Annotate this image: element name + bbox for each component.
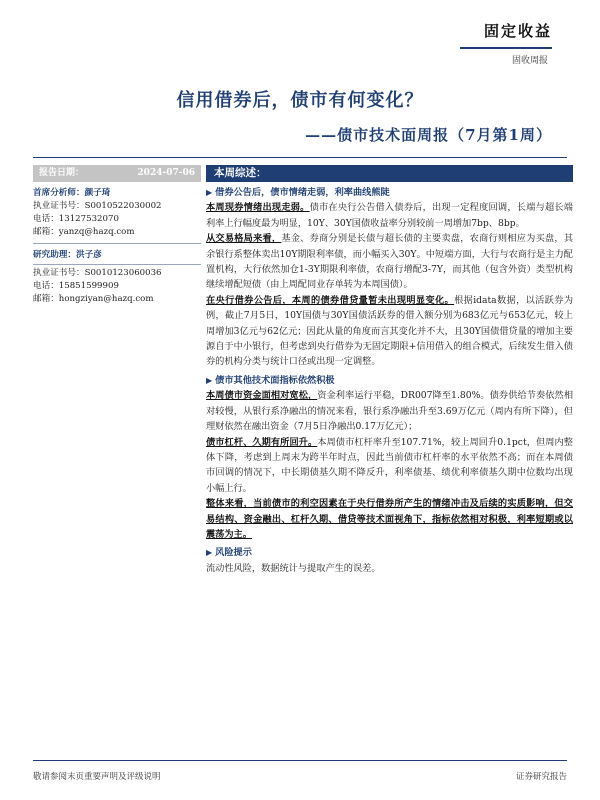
risk-paragraph: 流动性风险，数据统计与提取产生的误差。 [206, 562, 381, 574]
paragraph: 本周现券情绪出现走弱。债市在央行公告借入债券后，出现一定程度回调，长端与超长端利率上行幅度最为明显，10Y、30Y国债收益率分别较前一周增加7bp、8bp。 [206, 202, 573, 229]
analyst-sidebar [33, 165, 201, 306]
paragraph: 本周债市资金面相对宽松，资金利率运行平稳，DR007降至1.80%。债券供给节奏依然相对较慢，从银行系净融出的情况来看，银行系净融出升至3.69万亿元（周内有所下降），但理财依然在融出资金（7月5日净融出0.17万亿元）； [206, 390, 574, 433]
paragraph: 债市杠杆、久期有所回升。本周债市杠杆率升至107.71%，较上周回升0.1pct，但周内整体下降，考虑到上周末为跨半年时点，因此当前债市杠杆率的水平依然不高；而在本周债市回调的情况下，中长期债基久期不降反升，利率债基、绩优利率债基久期中位数均出现小幅上行。 [206, 436, 573, 494]
paragraph: 在央行借券公告后，本周的债券借贷量暂未出现明显变化。根据idata数据，以活跃券为例，截止7月5日，10Y国债与30Y国债活跃券的借入额分别为683亿元与653亿元，较上周增加3亿元与62亿元；因此从量的角度而言其变化并不大，且30Y国债借贷量的增加主要源自于中小银行，但考虑到央行借券为无固定期限+信用借入的组合模式，后续发生借入债券的机构分类与统计口径或出现一定调整。 [206, 294, 574, 368]
chief-email: 邮箱：yanzq@hazq.com [33, 227, 135, 237]
summary-paragraph: 整体来看，当前债市的利空因素在于央行借券所产生的情绪冲击及后续的实质影响，但交易结构、资金融出、杠杆久期、借贷等技术面视角下，指标依然相对积极，利率短期或以震荡为主。 [206, 498, 573, 540]
footer-label: 证券研究报告 [515, 772, 567, 782]
title-rule [33, 157, 567, 158]
chief-phone: 电话：13127532070 [33, 214, 119, 224]
subheading-1: ▶ 借券公告后，债市情绪走弱，利率曲线熊陡 [206, 185, 573, 200]
document-subcategory: 固收周报 [511, 56, 548, 66]
chief-analyst: 首席分析师：颜子琦 [33, 188, 111, 198]
assistant-phone: 电话：15851599909 [33, 281, 119, 291]
report-date: 2024-07-06 [137, 168, 195, 178]
subheading-3: ▶ 风险提示 [206, 545, 573, 560]
document-category: 固定收益 [483, 22, 552, 40]
assistant-cert: 执业证书号：S0010123060036 [33, 268, 162, 278]
paragraph: 从交易格局来看，基金、券商分别是长债与超长债的主要卖盘，农商行则相应为买盘，其余银行系整体卖出10Y期限利率债，而小幅买入30Y。中短端方面，大行与农商行是主力配置机构，大行依然加仓1-3Y期限利率债，农商行增配3-7Y，而其他（包含外资）类型机构继续增配短债（由上周配同业存单转为本周国债）。 [206, 233, 574, 291]
chevron-right-icon: ▶ [206, 374, 213, 385]
footer-disclaimer: 敬请参阅末页重要声明及评级说明 [33, 772, 161, 782]
research-assistant: 研究助理：洪子彦 [33, 250, 102, 260]
report-date-bar [33, 165, 201, 182]
weekly-summary [206, 165, 573, 576]
report-title: 信用借券后，债市有何变化？ [176, 90, 424, 111]
header-rule [460, 47, 552, 49]
sidebar-divider [33, 243, 201, 244]
sidebar-divider [33, 264, 201, 265]
report-subtitle: ——债市技术面周报（7月第1周） [305, 126, 552, 144]
footer-rule [33, 760, 567, 761]
subheading-2: ▶ 债市其他技术面指标依然积极 [206, 373, 573, 388]
section-title: 本周综述： [206, 165, 573, 182]
assistant-email: 邮箱：hongziyan@hazq.com [33, 294, 154, 304]
report-date-label: 报告日期： [39, 168, 85, 178]
chief-cert: 执业证书号：S0010522030002 [33, 201, 162, 211]
chevron-right-icon: ▶ [206, 187, 213, 197]
chevron-right-icon: ▶ [206, 547, 213, 558]
